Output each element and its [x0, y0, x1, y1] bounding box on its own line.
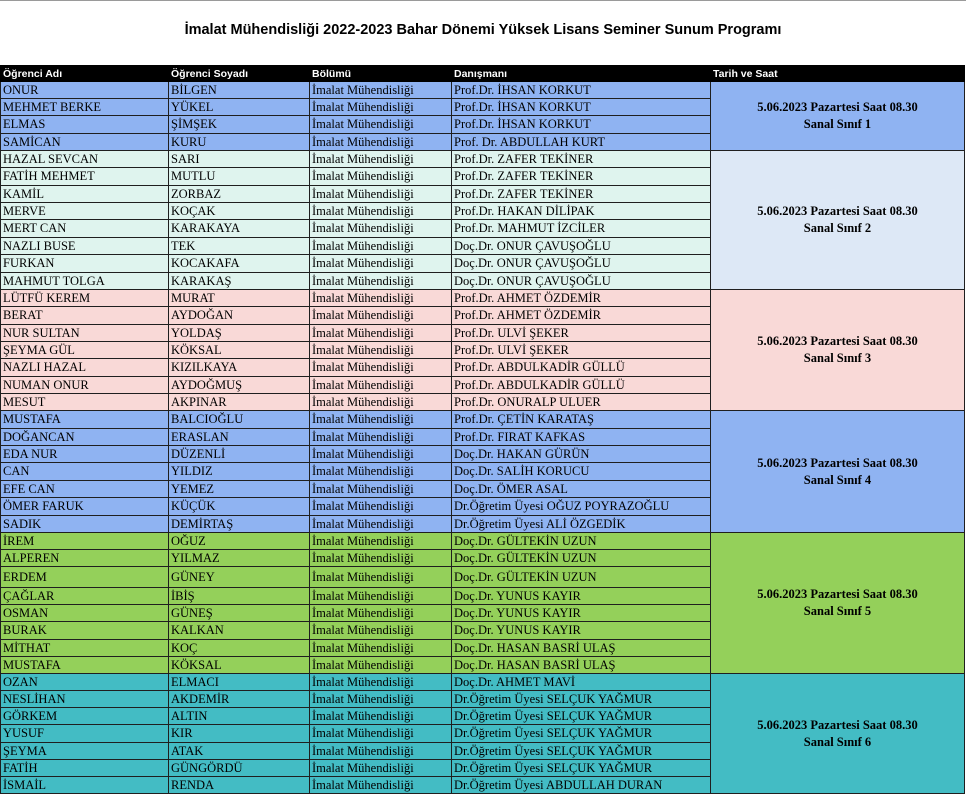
student-last-name: YÜKEL	[169, 99, 310, 116]
advisor-cell: Prof. Dr. ABDULLAH KURT	[452, 134, 711, 151]
advisor-cell: Prof.Dr. İHSAN KORKUT	[452, 116, 711, 134]
student-last-name: BALCIOĞLU	[169, 411, 310, 429]
department-cell: İmalat Mühendisliği	[310, 220, 452, 238]
student-first-name: MERVE	[1, 203, 169, 220]
student-last-name: AYDOĞAN	[169, 307, 310, 325]
advisor-cell: Prof.Dr. FIRAT KAFKAS	[452, 429, 711, 446]
table-row	[1, 533, 965, 550]
department-cell: İmalat Mühendisliği	[310, 238, 452, 255]
document-title: İmalat Mühendisliği 2022-2023 Bahar Dönemi Yüksek Lisans Seminer Sunum Programı	[184, 22, 782, 38]
virtual-classroom-label: Sanal Sınıf 4	[803, 472, 872, 487]
department-cell: İmalat Mühendisliği	[310, 588, 452, 605]
department-cell: İmalat Mühendisliği	[310, 550, 452, 567]
department-cell: İmalat Mühendisliği	[310, 760, 452, 777]
student-last-name: YEMEZ	[169, 481, 310, 498]
department-cell: İmalat Mühendisliği	[310, 325, 452, 342]
schedule-cell	[711, 411, 965, 533]
student-last-name: YILMAZ	[169, 550, 310, 567]
student-last-name: AKPINAR	[169, 394, 310, 411]
schedule-datetime: 5.06.2023 Pazartesi Saat 08.30	[757, 717, 918, 732]
advisor-cell: Prof.Dr. MAHMUT İZCİLER	[452, 220, 711, 238]
advisor-cell: Prof.Dr. İHSAN KORKUT	[452, 82, 711, 99]
student-last-name: TEK	[169, 238, 310, 255]
department-cell: İmalat Mühendisliği	[310, 533, 452, 550]
student-last-name: KARAKAYA	[169, 220, 310, 238]
department-cell: İmalat Mühendisliği	[310, 411, 452, 429]
student-first-name: HAZAL SEVCAN	[1, 151, 169, 168]
column-header-advisor: Danışmanı	[452, 66, 711, 82]
table-row	[1, 82, 965, 99]
department-cell: İmalat Mühendisliği	[310, 168, 452, 186]
student-first-name: SADIK	[1, 516, 169, 533]
advisor-cell: Doç.Dr. GÜLTEKİN UZUN	[452, 550, 711, 567]
department-cell: İmalat Mühendisliği	[310, 273, 452, 290]
department-cell: İmalat Mühendisliği	[310, 777, 452, 794]
student-last-name: KOÇAK	[169, 203, 310, 220]
student-last-name: DÜZENLİ	[169, 446, 310, 463]
advisor-cell: Doç.Dr. ONUR ÇAVUŞOĞLU	[452, 255, 711, 273]
student-first-name: CAN	[1, 463, 169, 481]
student-first-name: KAMİL	[1, 186, 169, 203]
student-first-name: OZAN	[1, 674, 169, 691]
department-cell: İmalat Mühendisliği	[310, 446, 452, 463]
student-first-name: OSMAN	[1, 605, 169, 622]
student-first-name: DOĞANCAN	[1, 429, 169, 446]
student-last-name: ZORBAZ	[169, 186, 310, 203]
student-first-name: BERAT	[1, 307, 169, 325]
schedule-datetime: 5.06.2023 Pazartesi Saat 08.30	[757, 204, 918, 218]
student-first-name: FATİH	[1, 760, 169, 777]
student-first-name: MERT CAN	[1, 220, 169, 238]
department-cell: İmalat Mühendisliği	[310, 134, 452, 151]
student-last-name: GÜNEŞ	[169, 605, 310, 622]
student-last-name: İBİŞ	[169, 588, 310, 605]
advisor-cell: Dr.Öğretim Üyesi SELÇUK YAĞMUR	[452, 725, 711, 743]
department-cell: İmalat Mühendisliği	[310, 429, 452, 446]
department-cell: İmalat Mühendisliği	[310, 622, 452, 640]
advisor-cell: Doç.Dr. ONUR ÇAVUŞOĞLU	[452, 273, 711, 290]
virtual-classroom-label: Sanal Sınıf 1	[803, 117, 872, 131]
student-first-name: EDA NUR	[1, 446, 169, 463]
student-last-name: BİLGEN	[169, 82, 310, 99]
student-last-name: ŞİMŞEK	[169, 116, 310, 134]
advisor-cell: Prof.Dr. ULVİ ŞEKER	[452, 342, 711, 359]
student-first-name: NUMAN ONUR	[1, 377, 169, 394]
student-last-name: AKDEMİR	[169, 691, 310, 708]
student-last-name: RENDA	[169, 777, 310, 794]
schedule-cell	[711, 151, 965, 290]
advisor-cell: Prof.Dr. AHMET ÖZDEMİR	[452, 307, 711, 325]
advisor-cell: Doç.Dr. YUNUS KAYIR	[452, 605, 711, 622]
department-cell: İmalat Mühendisliği	[310, 255, 452, 273]
advisor-cell: Prof.Dr. ZAFER TEKİNER	[452, 168, 711, 186]
department-cell: İmalat Mühendisliği	[310, 151, 452, 168]
advisor-cell: Doç.Dr. ÖMER ASAL	[452, 481, 711, 498]
student-last-name: KALKAN	[169, 622, 310, 640]
department-cell: İmalat Mühendisliği	[310, 463, 452, 481]
table-row	[1, 290, 965, 307]
department-cell: İmalat Mühendisliği	[310, 605, 452, 622]
schedule-datetime: 5.06.2023 Pazartesi Saat 08.30	[757, 100, 918, 114]
student-first-name: NUR SULTAN	[1, 325, 169, 342]
student-last-name: KÖKSAL	[169, 657, 310, 674]
student-first-name: ELMAS	[1, 116, 169, 134]
student-first-name: NESLİHAN	[1, 691, 169, 708]
advisor-cell: Dr.Öğretim Üyesi ALİ ÖZGEDİK	[452, 516, 711, 533]
advisor-cell: Prof.Dr. ABDULKADİR GÜLLÜ	[452, 359, 711, 377]
table-body	[1, 82, 965, 794]
student-last-name: ALTIN	[169, 708, 310, 725]
student-last-name: AYDOĞMUŞ	[169, 377, 310, 394]
student-last-name: KARAKAŞ	[169, 273, 310, 290]
student-last-name: KIZILKAYA	[169, 359, 310, 377]
schedule-datetime: 5.06.2023 Pazartesi Saat 08.30	[757, 587, 918, 601]
student-last-name: KURU	[169, 134, 310, 151]
department-cell: İmalat Mühendisliği	[310, 516, 452, 533]
student-last-name: YILDIZ	[169, 463, 310, 481]
student-first-name: ŞEYMA	[1, 743, 169, 760]
student-first-name: ONUR	[1, 82, 169, 99]
student-last-name: GÜNGÖRDÜ	[169, 760, 310, 777]
advisor-cell: Prof.Dr. HAKAN DİLİPAK	[452, 203, 711, 220]
student-last-name: DEMİRTAŞ	[169, 516, 310, 533]
advisor-cell: Prof.Dr. ZAFER TEKİNER	[452, 151, 711, 168]
table-row	[1, 151, 965, 168]
department-cell: İmalat Mühendisliği	[310, 342, 452, 359]
advisor-cell: Doç.Dr. YUNUS KAYIR	[452, 622, 711, 640]
department-cell: İmalat Mühendisliği	[310, 708, 452, 725]
virtual-classroom-label: Sanal Sınıf 6	[803, 734, 872, 749]
schedule-cell	[711, 82, 965, 151]
student-first-name: FURKAN	[1, 255, 169, 273]
student-first-name: ERDEM	[1, 567, 169, 588]
student-first-name: MAHMUT TOLGA	[1, 273, 169, 290]
advisor-cell: Doç.Dr. GÜLTEKİN UZUN	[452, 567, 711, 588]
student-first-name: YUSUF	[1, 725, 169, 743]
student-last-name: SARI	[169, 151, 310, 168]
department-cell: İmalat Mühendisliği	[310, 674, 452, 691]
department-cell: İmalat Mühendisliği	[310, 116, 452, 134]
advisor-cell: Dr.Öğretim Üyesi SELÇUK YAĞMUR	[452, 691, 711, 708]
top-border-line	[0, 0, 966, 1]
advisor-cell: Dr.Öğretim Üyesi SELÇUK YAĞMUR	[452, 708, 711, 725]
department-cell: İmalat Mühendisliği	[310, 394, 452, 411]
advisor-cell: Doç.Dr. HASAN BASRİ ULAŞ	[452, 657, 711, 674]
student-first-name: MESUT	[1, 394, 169, 411]
schedule-cell	[711, 290, 965, 411]
department-cell: İmalat Mühendisliği	[310, 640, 452, 657]
department-cell: İmalat Mühendisliği	[310, 567, 452, 588]
department-cell: İmalat Mühendisliği	[310, 359, 452, 377]
column-header-first-name: Öğrenci Adı	[1, 66, 169, 82]
column-header-last-name: Öğrenci Soyadı	[169, 66, 310, 82]
student-last-name: OĞUZ	[169, 533, 310, 550]
department-cell: İmalat Mühendisliği	[310, 290, 452, 307]
student-last-name: MURAT	[169, 290, 310, 307]
department-cell: İmalat Mühendisliği	[310, 498, 452, 516]
student-last-name: KIR	[169, 725, 310, 743]
student-first-name: MUSTAFA	[1, 411, 169, 429]
table-header-row	[1, 66, 965, 82]
student-last-name: GÜNEY	[169, 567, 310, 588]
table-row	[1, 411, 965, 429]
advisor-cell: Prof.Dr. ABDULKADİR GÜLLÜ	[452, 377, 711, 394]
student-first-name: ŞEYMA GÜL	[1, 342, 169, 359]
schedule-datetime: 5.06.2023 Pazartesi Saat 08.30	[757, 334, 918, 348]
student-first-name: FATİH MEHMET	[1, 168, 169, 186]
column-header-department: Bölümü	[310, 66, 452, 82]
department-cell: İmalat Mühendisliği	[310, 203, 452, 220]
advisor-cell: Doç.Dr. HASAN BASRİ ULAŞ	[452, 640, 711, 657]
advisor-cell: Dr.Öğretim Üyesi OĞUZ POYRAZOĞLU	[452, 498, 711, 516]
student-last-name: YOLDAŞ	[169, 325, 310, 342]
student-last-name: KOÇ	[169, 640, 310, 657]
student-first-name: SAMİCAN	[1, 134, 169, 151]
advisor-cell: Prof.Dr. ULVİ ŞEKER	[452, 325, 711, 342]
schedule-cell	[711, 533, 965, 674]
department-cell: İmalat Mühendisliği	[310, 725, 452, 743]
advisor-cell: Doç.Dr. ONUR ÇAVUŞOĞLU	[452, 238, 711, 255]
department-cell: İmalat Mühendisliği	[310, 691, 452, 708]
advisor-cell: Doç.Dr. YUNUS KAYIR	[452, 588, 711, 605]
student-last-name: KÖKSAL	[169, 342, 310, 359]
advisor-cell: Doç.Dr. AHMET MAVİ	[452, 674, 711, 691]
student-first-name: ÖMER FARUK	[1, 498, 169, 516]
advisor-cell: Prof.Dr. İHSAN KORKUT	[452, 99, 711, 116]
student-first-name: MİTHAT	[1, 640, 169, 657]
department-cell: İmalat Mühendisliği	[310, 377, 452, 394]
department-cell: İmalat Mühendisliği	[310, 743, 452, 760]
column-header-date-time: Tarih ve Saat	[711, 66, 965, 82]
advisor-cell: Dr.Öğretim Üyesi SELÇUK YAĞMUR	[452, 760, 711, 777]
virtual-classroom-label: Sanal Sınıf 3	[803, 351, 872, 365]
schedule-datetime: 5.06.2023 Pazartesi Saat 08.30	[757, 455, 918, 470]
department-cell: İmalat Mühendisliği	[310, 307, 452, 325]
virtual-classroom-label: Sanal Sınıf 5	[803, 604, 872, 618]
student-first-name: İSMAİL	[1, 777, 169, 794]
advisor-cell: Prof.Dr. ÇETİN KARATAŞ	[452, 411, 711, 429]
advisor-cell: Doç.Dr. GÜLTEKİN UZUN	[452, 533, 711, 550]
student-last-name: ERASLAN	[169, 429, 310, 446]
student-first-name: LÜTFÜ KEREM	[1, 290, 169, 307]
department-cell: İmalat Mühendisliği	[310, 82, 452, 99]
student-last-name: MUTLU	[169, 168, 310, 186]
student-first-name: NAZLI HAZAL	[1, 359, 169, 377]
advisor-cell: Prof.Dr. ZAFER TEKİNER	[452, 186, 711, 203]
student-first-name: BURAK	[1, 622, 169, 640]
advisor-cell: Doç.Dr. HAKAN GÜRÜN	[452, 446, 711, 463]
advisor-cell: Dr.Öğretim Üyesi SELÇUK YAĞMUR	[452, 743, 711, 760]
virtual-classroom-label: Sanal Sınıf 2	[803, 221, 872, 235]
student-first-name: ÇAĞLAR	[1, 588, 169, 605]
student-first-name: GÖRKEM	[1, 708, 169, 725]
department-cell: İmalat Mühendisliği	[310, 481, 452, 498]
student-last-name: ATAK	[169, 743, 310, 760]
schedule-cell	[711, 674, 965, 794]
student-first-name: MEHMET BERKE	[1, 99, 169, 116]
advisor-cell: Dr.Öğretim Üyesi ABDULLAH DURAN	[452, 777, 711, 794]
student-last-name: KÜÇÜK	[169, 498, 310, 516]
department-cell: İmalat Mühendisliği	[310, 657, 452, 674]
student-last-name: ELMACI	[169, 674, 310, 691]
department-cell: İmalat Mühendisliği	[310, 99, 452, 116]
student-last-name: KOCAKAFA	[169, 255, 310, 273]
student-first-name: MUSTAFA	[1, 657, 169, 674]
department-cell: İmalat Mühendisliği	[310, 186, 452, 203]
student-first-name: ALPEREN	[1, 550, 169, 567]
advisor-cell: Doç.Dr. SALİH KORUCU	[452, 463, 711, 481]
student-first-name: NAZLI BUSE	[1, 238, 169, 255]
student-first-name: EFE CAN	[1, 481, 169, 498]
advisor-cell: Prof.Dr. AHMET ÖZDEMİR	[452, 290, 711, 307]
table-row	[1, 674, 965, 691]
seminar-schedule-table	[0, 65, 965, 794]
student-first-name: İREM	[1, 533, 169, 550]
advisor-cell: Prof.Dr. ONURALP ULUER	[452, 394, 711, 411]
